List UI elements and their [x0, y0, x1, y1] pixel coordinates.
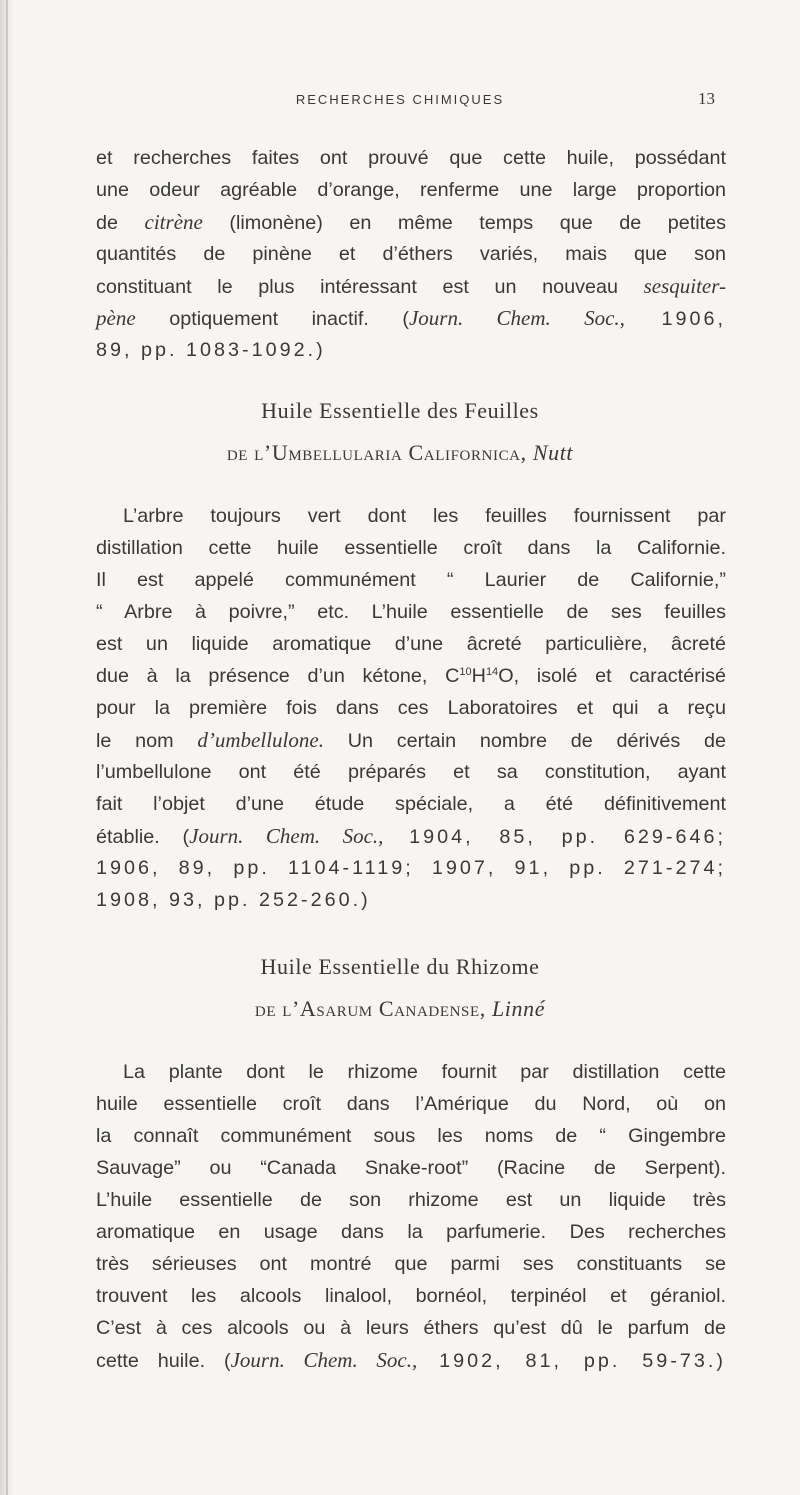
page-number: 13 — [698, 89, 715, 108]
section-heading-2-sub: de l’Asarum Canadense, Linné — [254, 996, 546, 1021]
text-line: fait l’objet d’une étude spéciale, a été définitivement — [96, 793, 726, 815]
section-heading-1-sub: de l’Umbellularia Californica, Nutt — [226, 440, 574, 465]
text-line: distillation cette huile essentielle croît dans la Californie. — [96, 537, 726, 559]
binding-edge — [6, 0, 8, 1495]
text-line: cette huile. (Journ. Chem. Soc., 1902, 81, pp. 59-73.) — [96, 1348, 726, 1372]
section-heading-1: Huile Essentielle des Feuilles — [261, 398, 539, 423]
text-line: Sauvage” ou “Canada Snake-root” (Racine de Serpent). — [96, 1157, 726, 1179]
text-line: le nom d’umbellulone. Un certain nombre de dérivés de — [96, 728, 726, 752]
text-line: 1906, 89, pp. 1104-1119; 1907, 91, pp. 271-274; — [96, 857, 726, 879]
text-line: l’umbellulone ont été préparés et sa constitution, ayant — [96, 761, 726, 783]
text-line: quantités de pinène et d’éthers variés, mais que son — [96, 243, 726, 265]
running-title: RECHERCHES CHIMIQUES — [295, 92, 505, 107]
text-line: Il est appelé communément “ Laurier de Californie,” — [96, 569, 726, 591]
text-line: aromatique en usage dans la parfumerie. Des recherches — [96, 1221, 726, 1243]
text-line: L’arbre toujours vert dont les feuilles fournissent par — [123, 505, 726, 527]
text-line: une odeur agréable d’orange, renferme une large proportion — [96, 179, 726, 201]
text-line: 89, pp. 1083-1092.) — [96, 339, 326, 361]
text-line: due à la présence d’un kétone, $C^{10}H^{14}O$, isolé et caractérisé — [96, 665, 727, 687]
text-line: C’est à ces alcools ou à leurs éthers qu’est dû le parfum de — [96, 1317, 726, 1339]
text-line: L’huile essentielle de son rhizome est un liquide très — [96, 1189, 726, 1211]
text-line: très sérieuses ont montré que parmi ses constituants se — [96, 1253, 726, 1275]
text-line: de citrène (limonène) en même temps que de petites — [96, 210, 727, 234]
text-line: 1908, 93, pp. 252-260.) — [96, 889, 371, 911]
text-line: constituant le plus intéressant est un nouveau sesquiter- — [96, 274, 726, 298]
section-heading-2: Huile Essentielle du Rhizome — [260, 954, 540, 979]
text-line: huile essentielle croît dans l’Amérique du Nord, où on — [96, 1093, 726, 1115]
text-line: est un liquide aromatique d’une âcreté particulière, âcreté — [96, 633, 726, 655]
text-line: pour la première fois dans ces Laboratoires et qui a reçu — [96, 697, 726, 719]
text-line: établie. (Journ. Chem. Soc., 1904, 85, pp. 629-646; — [96, 824, 727, 848]
text-line: pène optiquement inactif. (Journ. Chem. Soc., 1906, — [96, 306, 727, 330]
text-line: la connaît communément sous les noms de “ Gingembre — [96, 1125, 726, 1147]
text-line: et recherches faites ont prouvé que cette huile, possédant — [96, 147, 726, 169]
text-line: trouvent les alcools linalool, bornéol, terpinéol et géraniol. — [96, 1285, 726, 1307]
text-line: La plante dont le rhizome fournit par distillation cette — [123, 1061, 726, 1083]
text-line: “ Arbre à poivre,” etc. L’huile essentielle de ses feuilles — [96, 601, 726, 623]
